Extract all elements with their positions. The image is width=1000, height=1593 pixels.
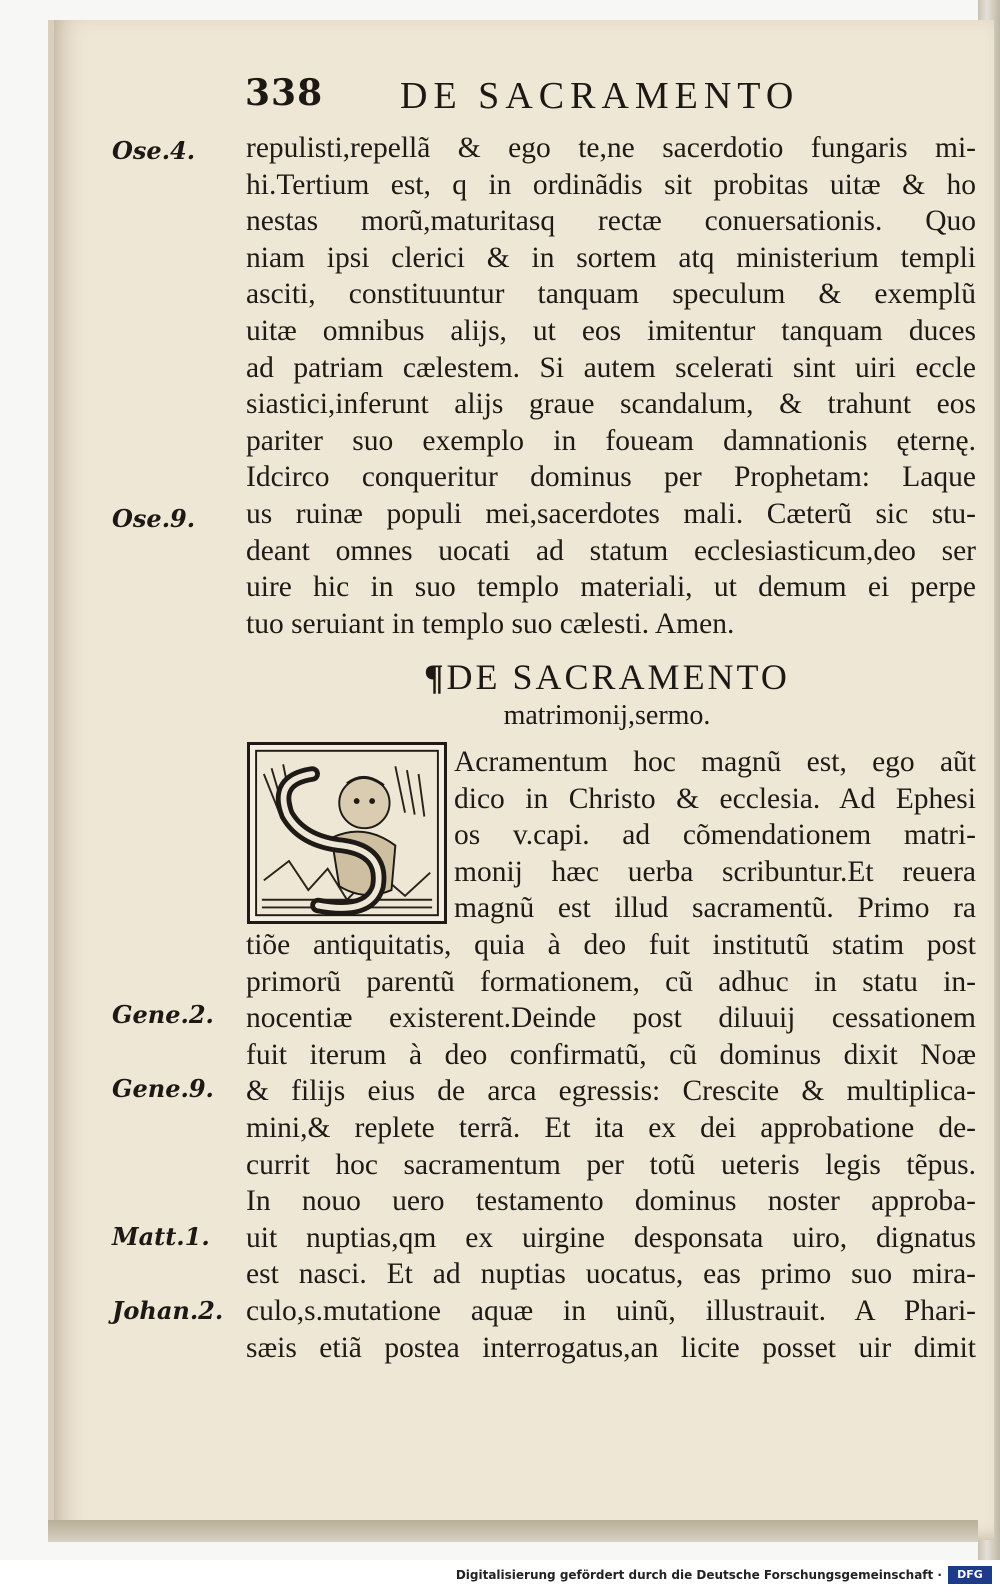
- text-line: deant omnes uocati ad statum ecclesiasticum,deo ser: [246, 534, 976, 567]
- margin-note: Gene.9.: [112, 1074, 214, 1103]
- text-line: os v.capi. ad cõmendationem matri-: [454, 819, 976, 852]
- running-title: DE SACRAMENTO: [400, 75, 800, 117]
- text-line: currit hoc sacramentum per totũ ueteris legis tẽpus.: [246, 1148, 976, 1181]
- text-line: uit nuptias,qm ex uirgine desponsata uiro, dignatus: [246, 1221, 976, 1254]
- text-line: Idcirco conqueritur dominus per Prophetam: Laque: [246, 461, 976, 494]
- text-line: us ruinæ populi mei,sacerdotes mali. Cæterũ sic stu-: [246, 497, 976, 530]
- text-line: dico in Christo & ecclesia. Ad Ephesi: [454, 782, 976, 815]
- margin-note: Matt.1.: [112, 1222, 210, 1251]
- text-line: fuit iterum à deo confirmatũ, cũ dominus dixit Noæ: [246, 1038, 976, 1071]
- margin-note: Ose.9.: [112, 504, 196, 533]
- text-line: sæis etiã postea interrogatus,an licite posset uir dimit: [246, 1331, 976, 1364]
- text-line: nestas morũ,maturitasq rectæ conuersationis. Quo: [246, 205, 976, 238]
- pilcrow-mark: ¶: [424, 657, 447, 697]
- text-line: & filijs eius de arca egressis: Crescite & multiplica-: [246, 1075, 976, 1108]
- text-line: culo,s.mutatione aquæ in uinũ, illustrauit. A Phari-: [246, 1294, 976, 1327]
- text-line: nocentiæ existerent.Deinde post diluuij cessationem: [246, 1002, 976, 1035]
- dfg-credit: Digitalisierung gefördert durch die Deutsche Forschungsgemeinschaft ·: [455, 1568, 942, 1582]
- text-line: tiõe antiquitatis, quia à deo fuit institutũ statim post: [246, 928, 976, 961]
- text-line: mini,& replete terrã. Et ita ex dei approbatione de-: [246, 1111, 976, 1144]
- margin-note: Gene.2.: [112, 1000, 214, 1029]
- text-line: In nouo uero testamento dominus noster approba-: [246, 1185, 976, 1218]
- section-heading-text: DE SACRAMENTO: [446, 657, 790, 697]
- margin-note: Johan.2.: [112, 1296, 224, 1325]
- text-line: pariter suo exemplo in foueam damnationis ęternę.: [246, 424, 976, 457]
- text-line: Acramentum hoc magnũ est, ego aũt: [454, 746, 976, 778]
- page-bottom-edge: [48, 1520, 978, 1542]
- section-heading: [392, 656, 822, 698]
- text-line: primorũ parentũ formationem, cũ adhuc in statu in-: [246, 965, 976, 998]
- page-header: [245, 72, 975, 122]
- text-line: asciti, constituuntur tanquam speculum & exemplũ: [246, 278, 976, 311]
- text-line: est nasci. Et ad nuptias uocatus, eas primo suo mira-: [246, 1258, 976, 1291]
- text-line: ad patriam cælestem. Si autem scelerati sint uiri eccle: [246, 351, 976, 384]
- paragraph-2: [246, 744, 976, 1366]
- text-line: repulisti,repellã & ego te,ne sacerdotio fungaris mi-: [246, 132, 976, 164]
- text-line: uitæ omnibus alijs, ut eos imitentur tanquam duces: [246, 314, 976, 347]
- section-subheading: matrimonij,sermo.: [503, 700, 711, 731]
- text-line: tuo seruiant in templo suo cælesti. Amen.: [246, 607, 735, 640]
- text-line: magnũ est illud sacramentũ. Primo ra: [454, 892, 976, 925]
- digitization-footer: [0, 1560, 1000, 1593]
- margin-note: Ose.4.: [112, 136, 196, 165]
- text-line: niam ipsi clerici & in sortem atq ministerium templi: [246, 241, 976, 274]
- page-number: 338: [245, 72, 324, 114]
- dfg-logo-icon: DFG: [948, 1566, 992, 1584]
- paragraph-1: [246, 130, 976, 642]
- text-line: uire hic in suo templo materiali, ut demum ei perpe: [246, 571, 976, 604]
- text-line: monij hæc uerba scribuntur.Et reuera: [454, 855, 976, 888]
- text-line: hi.Tertium est, q in ordinãdis sit probitas uitæ & ho: [246, 168, 976, 201]
- text-line: siastici,inferunt alijs graue scandalum, & trahunt eos: [246, 388, 976, 421]
